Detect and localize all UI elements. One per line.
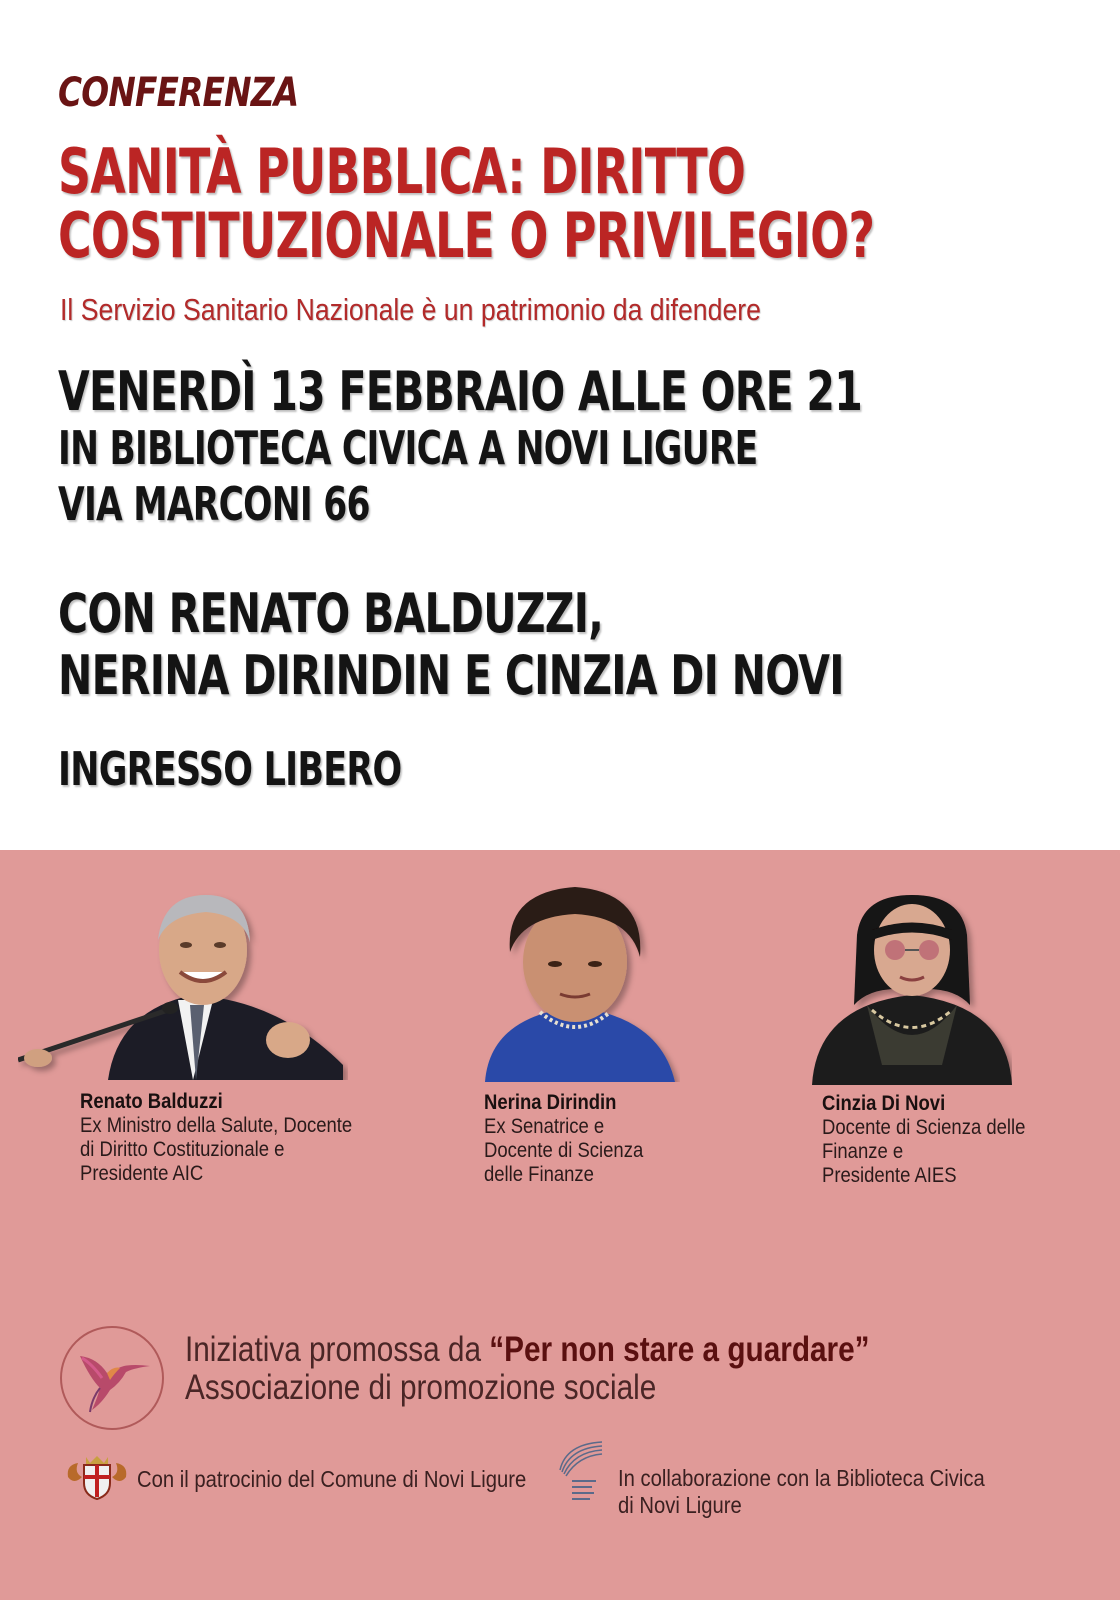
headline-line-1: SANITÀ PUBBLICA: DIRITTO: [58, 135, 746, 208]
speaker-role-line: Presidente AIC: [80, 1162, 204, 1185]
collaboration-line-1: In collaborazione con la Biblioteca Civica: [618, 1465, 985, 1491]
centro-comunale-cultura-logo-icon: [556, 1440, 606, 1510]
promoter-description: Associazione di promozione sociale: [185, 1368, 657, 1407]
speaker-name: Cinzia Di Novi: [822, 1092, 946, 1115]
speaker-role-line: delle Finanze: [484, 1163, 594, 1186]
collaboration-text: [618, 1465, 985, 1519]
speaker-caption-balduzzi: [80, 1090, 352, 1186]
speaker-role-line: di Diritto Costituzionale e: [80, 1138, 285, 1161]
speaker-photo-di-novi: [812, 895, 1012, 1085]
speakers-line-2: NERINA DIRINDIN E CINZIA DI NOVI: [58, 644, 844, 707]
location-line-2: VIA MARCONI 66: [58, 477, 370, 531]
entry-info: INGRESSO LIBERO: [58, 742, 402, 796]
kicker-label: CONFERENZA: [58, 70, 299, 116]
speaker-role-line: Ex Ministro della Salute, Docente: [80, 1114, 353, 1137]
speaker-name: Renato Balduzzi: [80, 1090, 223, 1113]
promoter-association-name: “Per non stare a guardare”: [489, 1330, 870, 1369]
speakers-announcement: [58, 583, 844, 707]
promoter-line-1: [185, 1331, 870, 1369]
location-line-1: IN BIBLIOTECA CIVICA A NOVI LIGURE: [58, 421, 758, 475]
subtitle: Il Servizio Sanitario Nazionale è un patrimonio da difendere: [60, 292, 761, 327]
event-date-time: VENERDÌ 13 FEBBRAIO ALLE ORE 21: [58, 360, 862, 423]
speaker-caption-dirindin: [484, 1091, 643, 1187]
speaker-role-line: Finanze e: [822, 1140, 904, 1163]
speaker-photo-balduzzi: [18, 890, 348, 1080]
collaboration-line-2: di Novi Ligure: [618, 1492, 742, 1518]
promoter-block: [185, 1331, 870, 1407]
speakers-line-1: CON RENATO BALDUZZI,: [58, 582, 604, 645]
promoter-prefix: Iniziativa promossa da: [185, 1330, 490, 1369]
speaker-role-line: Ex Senatrice e: [484, 1115, 605, 1138]
speaker-photo-dirindin: [480, 882, 680, 1082]
event-location: [58, 420, 757, 532]
headline: [58, 135, 875, 272]
patronage-line: Con il patrocinio del Comune di Novi Ligure: [137, 1466, 527, 1492]
speaker-role-line: Docente di Scienza: [484, 1139, 644, 1162]
speaker-role-line: Docente di Scienza delle: [822, 1116, 1026, 1139]
speaker-name: Nerina Dirindin: [484, 1091, 617, 1114]
speaker-caption-di-novi: [822, 1092, 1025, 1188]
headline-line-2: COSTITUZIONALE O PRIVILEGIO?: [58, 199, 875, 272]
novi-ligure-coat-of-arms-icon: [64, 1455, 130, 1501]
patronage-text: [137, 1466, 526, 1493]
speaker-role-line: Presidente AIES: [822, 1164, 957, 1187]
hummingbird-logo-icon: [60, 1326, 164, 1430]
